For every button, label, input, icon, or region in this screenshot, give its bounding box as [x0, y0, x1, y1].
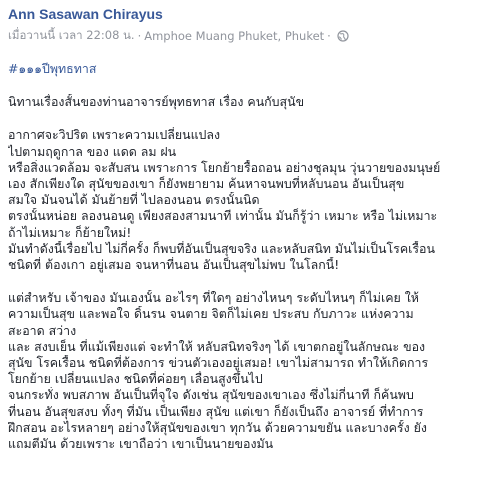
text-line: เอง สักเพียงใด สุนัขของเขา ก็ยังพยายาม ค้นหาจนพบที่หลับนอน อันเป็นสุข	[8, 176, 405, 192]
text-line: ชนิดที่ ต้องเกา อยู่เสมอ จนหาที่นอน อันเป็นสุขไม่พบ ในโลกนี้!	[8, 257, 340, 273]
post-timestamp[interactable]: เมื่อวานนี้ เวลา 22:08 น.	[8, 28, 135, 42]
text-line: ฝึกสอน อะไรหลายๆ อย่างให้สุนัขของเขา ทุกวัน ด้วยความขยัน และบางครั้ง ยัง	[8, 419, 427, 435]
post-meta	[8, 27, 349, 45]
hashtag-link[interactable]: #๑๑๑ปีพุทธทาส	[8, 61, 97, 76]
blank-line	[8, 273, 470, 290]
globe-icon[interactable]	[337, 30, 349, 42]
text-line: และ สงบเย็น ที่แม้เพียงแต่ จะทำให้ หลับสนิทจริงๆ ได้ เขาตกอยู่ในลักษณะ ของ	[8, 338, 426, 354]
text-line: แถมตีมัน ด้วยเพราะ เขาถือว่า เขาเป็นนายของมัน	[8, 436, 274, 452]
text-line: ตรงนั้นหน่อย ลองนอนดู เพียงสองสามนาที เท่านั้น มันก็รู้ว่า เหมาะ หรือ ไม่เหมาะ	[8, 208, 438, 224]
text-line: แต่สำหรับ เจ้าของ มันเองนั้น อะไรๆ ที่ใดๆ อย่างไหนๆ ระดับไหนๆ ก็ไม่เคย ให้	[8, 290, 419, 306]
privacy-separator: ·	[327, 29, 331, 43]
text-line: ไปตามฤดูกาล ของ แดด ลม ฝน	[8, 143, 177, 159]
text-line: สมใจ มันจนได้ มันย้ายที่ ไปลองนอน ตรงนั้นนิด	[8, 192, 260, 208]
post-body	[8, 61, 470, 452]
author-name-link[interactable]: Ann Sasawan Chirayus	[8, 6, 163, 22]
text-line: อากาศจะวิปริต เพราะความเปลี่ยนแปลง	[8, 127, 221, 143]
text-line: โยกย้าย เปลี่ยนแปลง ชนิดที่ค่อยๆ เลื่อนสูงขึ้นไป	[8, 371, 263, 387]
text-line: สะอาด สว่าง	[8, 322, 77, 338]
text-line: ความเป็นสุข และพอใจ ดิ้นรน จนตาย จิตก็ไม่เคย ประสบ กับภาวะ แห่งความ	[8, 306, 414, 322]
blank-line	[8, 110, 470, 127]
text-line: หรือสิ่งแวดล้อม จะสับสน เพราะการ โยกย้ายรื้อถอน อย่างชุลมุน วุ่นวายของมนุษย์	[8, 159, 441, 175]
post-location[interactable]: Amphoe Muang Phuket, Phuket	[144, 29, 325, 43]
text-line: จนกระทั่ง พบสภาพ อันเป็นที่จุใจ ดังเช่น สุนัขของเขาเอง ซึ่งไม่กี่นาที ก็ค้นพบ	[8, 387, 414, 403]
text-line: ถ้าไม่เหมาะ ก็ย้ายใหม่!	[8, 224, 132, 240]
blank-line	[8, 77, 470, 94]
text-line: ที่นอน อันสุขสงบ ทั้งๆ ที่มัน เป็นเพียง สุนัข แต่เขา ก็ยังเป็นถึง อาจารย์ ที่ทำการ	[8, 403, 424, 419]
text-line: สุนัข โรคเรื้อน ชนิดที่ต้องการ ข่วนตัวเองอยู่เสมอ! เขาไม่สามารถ ทำให้เกิดการ	[8, 355, 429, 371]
post-title-line: นิทานเรื่องสั้นของท่านอาจารย์พุทธทาส เรื่อง คนกับสุนัข	[8, 94, 305, 110]
meta-separator: ·	[137, 29, 142, 43]
text-line: มันทำดังนี้เรื่อยไป ไม่กี่ครั้ง ก็พบที่อันเป็นสุขจริง และหลับสนิท มันไม่เป็นโรคเรื้อน	[8, 240, 435, 256]
